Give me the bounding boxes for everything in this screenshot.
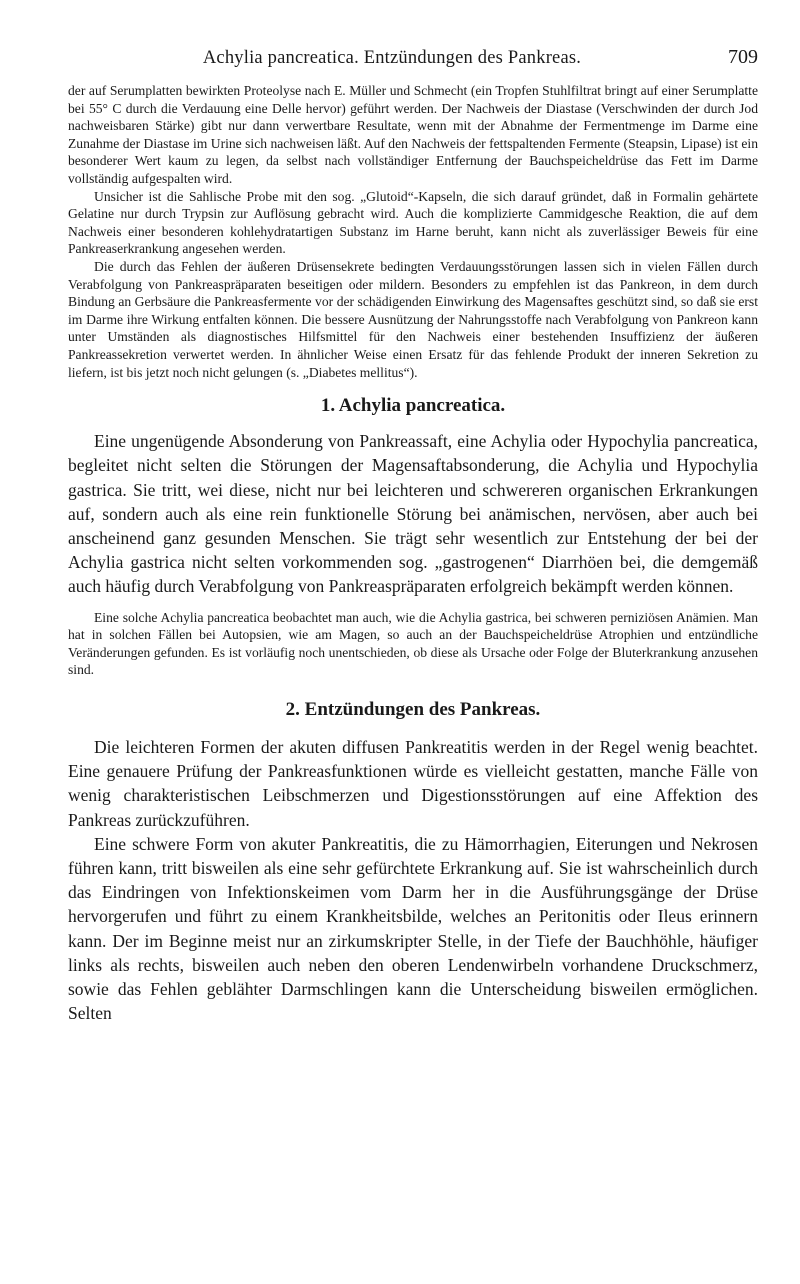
- body-paragraph: Eine ungenügende Absonderung von Pankreassaft, eine Achylia oder Hypochylia pancreatica, begleitet nicht selten die Störungen der Magensaftabsonderung, die Achylia und Hypochylia gastrica. Sie tritt, wei diese, nicht nur bei leichteren und schwereren organischen Erkrankungen auf, sondern auch als eine rein funktionelle Störung bei anämischen, nervösen, aber auch bei anscheinend ganz gesunden Menschen. Sie trägt sehr wesentlich zur Entstehung der bei der Achylia gastrica nicht selten vorkommenden sog. „gastrogenen“ Diarrhöen bei, die demgemäß auch häufig durch Verabfolgung von Pankreaspräparaten erfolgreich bekämpft werden können.: [68, 431, 758, 597]
- intro-paragraph: der auf Serumplatten bewirkten Proteolyse nach E. Müller und Schmecht (ein Tropfen Stuhlfiltrat bringt auf einer Serumplatte bei 55° C durch die Verdauung eine Delle hervor) geführt werden. Der Nachweis der Diastase (Verschwinden der durch Jod nachweisbaren Stärke) gibt nur dann verwertbare Resultate, wenn mit der Abnahme der Fermentmenge im Darme eine Zunahme der Diastase im Urine sich nachweisen läßt. Auf den Nachweis der fettspaltenden Fermente (Steapsin, Lipase) ist ein besonderer Wert kaum zu legen, da selbst nach vollständiger Entfernung der Bauchspeicheldrüse das Fett im Darme vollständig aufgespalten wird.: [68, 83, 758, 186]
- book-page: [68, 48, 758, 1025]
- intro-paragraph: Die durch das Fehlen der äußeren Drüsensekrete bedingten Verdauungsstörungen lassen sich in vielen Fällen durch Verabfolgung von Pankreaspräparaten beseitigen oder mildern. Besonders zu empfehlen ist das Pankreon, in dem durch Bindung an Gerbsäure die Pankreasfermente vor der schädigenden Einwirkung des Magensaftes geschützt sind, so daß sie erst im Darme ihre Wirkung entfalten können. Die bessere Ausnützung der Nahrungsstoffe nach Verabfolgung von Pankreon kann unter Umständen als diagnostisches Hilfsmittel für den Nachweis einer bestehenden Insuffizienz der äußeren Pankreassekretion verwertet werden. In ähnlicher Weise einen Ersatz für das fehlende Produkt der inneren Sekretion zu liefern, ist bis jetzt noch nicht gelungen (s. „Diabetes mellitus“).: [68, 258, 758, 380]
- body-paragraph: Eine schwere Form von akuter Pankreatitis, die zu Hämorrhagien, Eiterungen und Nekrosen führen kann, tritt bisweilen als eine sehr gefürchtete Erkrankung auf. Sie ist wahrscheinlich durch das Eindringen von Infektionskeimen vom Darm her in die Ausführungsgänge der Drüse hervorgerufen und führt zu einem Krankheitsbilde, welches an Peritonitis oder Ileus erinnern kann. Der im Beginne meist nur an zirkumskripter Stelle, in der Tiefe der Bauchhöhle, häufiger links als rechts, bisweilen auch neben den oberen Lendenwirbeln vorhandene Druckschmerz, sowie das Fehlen geblähter Darmschlingen kann die Unterscheidung bisweilen ermöglichen. Selten: [68, 833, 758, 1024]
- section-heading-achylia: 1. Achylia pancreatica.: [320, 395, 506, 417]
- running-head: Achylia pancreatica. Entzündungen des Pankreas.: [202, 48, 582, 68]
- page-number: 709: [728, 46, 758, 68]
- intro-paragraph: Unsicher ist die Sahlische Probe mit den sog. „Glutoid“-Kapseln, die sich darauf gründet, daß in Formalin gehärtete Gelatine nur durch Trypsin zur Auflösung gebracht wird. Auch die komplizierte Cammidgesche Reaktion, die auf dem Nachweis einer besonderen kohlehydratartigen Substanz im Harne beruht, kann nicht als zuverlässiger Beweis für eine Pankreaserkrankung angesehen werden.: [68, 188, 758, 257]
- note-paragraph: Eine solche Achylia pancreatica beobachtet man auch, wie die Achylia gastrica, bei schweren perniziösen Anämien. Man hat in solchen Fällen bei Autopsien, wie am Magen, so auch an der Bauchspeicheldrüse Atrophien und entzündliche Veränderungen gefunden. Es ist vorläufig noch unentschieden, ob diese als Ursache oder Folge der Bluterkrankung anzusehen sind.: [68, 609, 758, 678]
- intro-text: [68, 82, 758, 381]
- section-heading-entzuendungen: 2. Entzündungen des Pankreas.: [285, 698, 541, 720]
- page-header: [68, 48, 758, 82]
- body-paragraph: Die leichteren Formen der akuten diffusen Pankreatitis werden in der Regel wenig beachtet. Eine genauere Prüfung der Pankreasfunktionen würde es vielleicht gestatten, manche Fälle von wenig charakteristischen Leibschmerzen und Digestionsstörungen auf eine Affektion des Pankreas zurückzuführen.: [68, 736, 758, 830]
- section1-body: [68, 429, 758, 598]
- section2-body: [68, 735, 758, 1025]
- section1-note: [68, 609, 758, 679]
